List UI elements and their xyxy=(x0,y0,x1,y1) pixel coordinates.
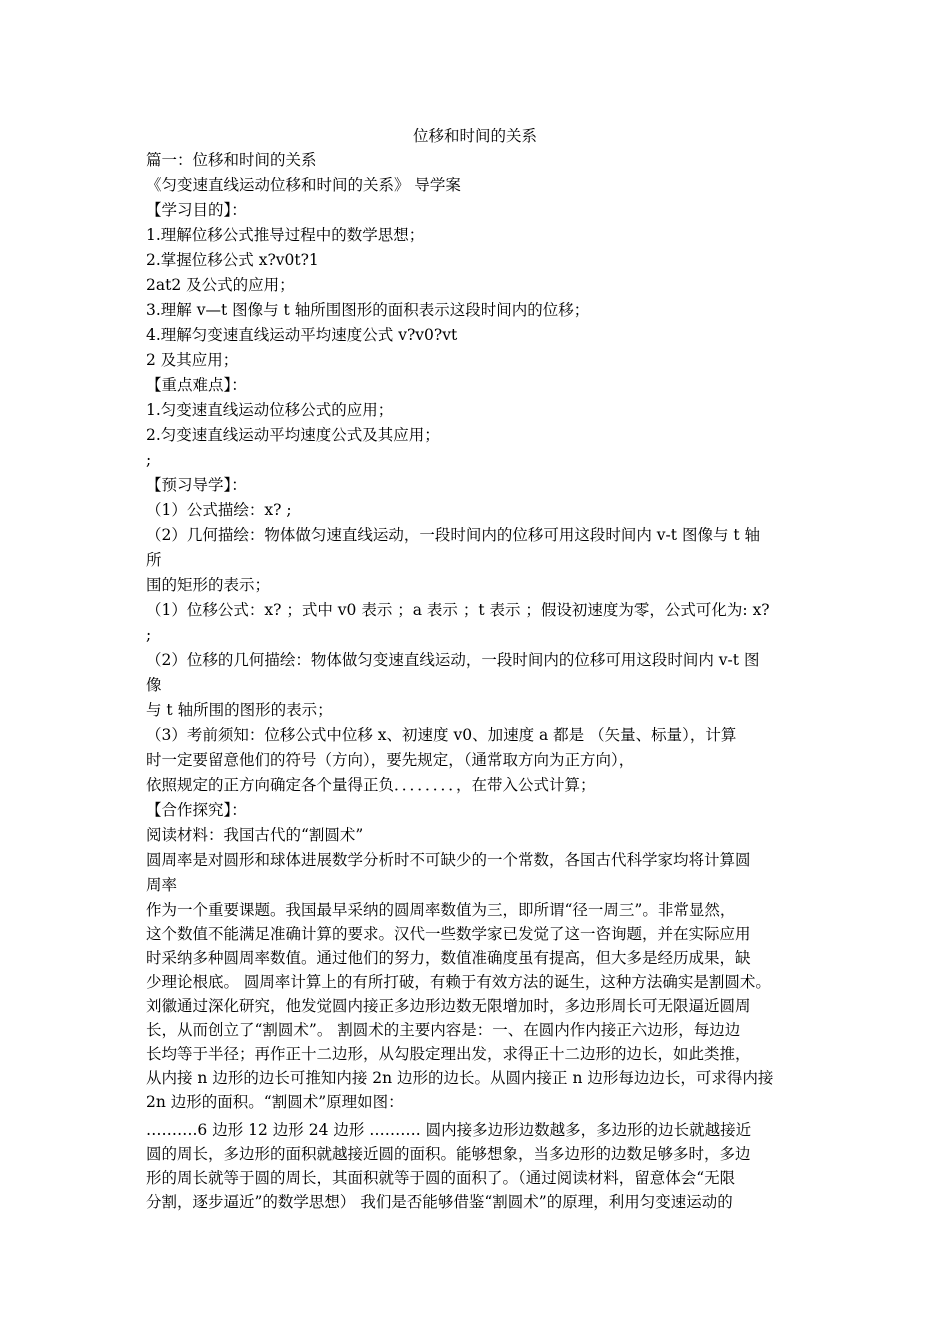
text-line: （2）位移的几何描绘：物体做匀变速直线运动，一段时间内的位移可用这段时间内 v-t 图 xyxy=(146,651,760,669)
text-line: （2）几何描绘：物体做匀速直线运动，一段时间内的位移可用这段时间内 v-t 图像与 t 轴 xyxy=(146,526,761,544)
text-line: 围的矩形的表示； xyxy=(146,576,271,594)
text-line: 圆的周长，多边形的面积就越接近圆的面积。能够想象，当多边形的边数足够多时，多边 xyxy=(146,1145,751,1163)
text-line: （1）公式描绘：x? ; xyxy=(146,501,292,519)
text-line: 所 xyxy=(146,551,162,569)
text-line: 少理论根底。 圆周率计算上的有所打破，有赖于有效方法的诞生，这种方法确实是割圆术。 xyxy=(146,973,771,991)
text-line: ; xyxy=(146,626,152,644)
text-line: 2.匀变速直线运动平均速度公式及其应用； xyxy=(146,426,440,444)
text-line: ……….6 边形 12 边形 24 边形 ………. 圆内接多边形边数越多，多边形的边长就越接近 xyxy=(146,1121,752,1139)
text-line: 这个数值不能满足准确计算的要求。汉代一些数学家已发觉了这一咨询题，并在实际应用 xyxy=(146,925,751,943)
text-line: 分割，逐步逼近”的数学思想） 我们是否能够借鉴“割圆术”的原理，利用匀变速运动的 xyxy=(146,1193,733,1211)
text-line: 形的周长就等于圆的周长，其面积就等于圆的面积了。（通过阅读材料，留意体会“无限 xyxy=(146,1169,736,1187)
text-line: 【预习导学】： xyxy=(146,476,247,494)
text-line: 周率 xyxy=(146,876,178,894)
text-line: 从内接 n 边形的边长可推知内接 2n 边形的边长。从圆内接正 n 边形每边边长，可求得内接 xyxy=(146,1069,774,1087)
text-line: 2.掌握位移公式 x?v0t?1 xyxy=(146,251,319,269)
text-line: 时一定要留意他们的符号（方向），要先规定，（通常取方向为正方向）， xyxy=(146,751,635,769)
text-line: 4.理解匀变速直线运动平均速度公式 v?v0?vt xyxy=(146,326,458,344)
text-line: 依照规定的正方向确定各个量得正负．．．．．．．．，在带入公式计算； xyxy=(146,776,596,794)
text-line: 【合作探究】： xyxy=(146,801,247,819)
document-title: 位移和时间的关系 xyxy=(412,127,537,145)
text-line: 《匀变速直线运动位移和时间的关系》 导学案 xyxy=(146,176,461,194)
text-line: 3.理解 v—t 图像与 t 轴所围图形的面积表示这段时间内的位移； xyxy=(146,301,590,319)
text-line: 时采纳多种圆周率数值。通过他们的努力，数值准确度虽有提高，但大多是经历成果，缺 xyxy=(146,949,751,967)
text-line: （1）位移公式：x? ；式中 v0 表示 ；a 表示 ；t 表示 ；假设初速度为零，公式可化为: x? xyxy=(146,601,770,619)
text-line: 2at2 及公式的应用； xyxy=(146,276,295,294)
text-line: ; xyxy=(146,451,152,469)
text-line: 像 xyxy=(146,676,162,694)
text-line: 【重点难点】： xyxy=(146,376,247,394)
text-line: 1.理解位移公式推导过程中的数学思想； xyxy=(146,226,425,244)
text-line: 2n 边形的面积。“割圆术”原理如图： xyxy=(146,1093,404,1111)
text-line: 阅读材料：我国古代的“割圆术” xyxy=(146,826,364,844)
text-line: 2 及其应用； xyxy=(146,351,239,369)
text-line: 篇一：位移和时间的关系 xyxy=(146,151,317,169)
text-line: 长，从而创立了“割圆术”。 割圆术的主要内容是：一、在圆内作内接正六边形，每边边 xyxy=(146,1021,741,1039)
text-line: 作为一个重要课题。我国最早采纳的圆周率数值为三，即所谓“径一周三”。非常显然， xyxy=(146,901,736,919)
text-line: 刘徽通过深化研究，他发觉圆内接正多边形边数无限增加时，多边形周长可无限逼近圆周 xyxy=(146,997,751,1015)
text-line: 【学习目的】： xyxy=(146,201,247,219)
text-line: 圆周率是对圆形和球体进展数学分析时不可缺少的一个常数，各国古代科学家均将计算圆 xyxy=(146,851,751,869)
text-line: 1.匀变速直线运动位移公式的应用； xyxy=(146,401,394,419)
text-line: （3）考前须知：位移公式中位移 x、初速度 v0、加速度 a 都是 （矢量、标量），计算 xyxy=(146,726,737,744)
text-line: 与 t 轴所围的图形的表示； xyxy=(146,701,333,719)
text-line: 长均等于半径；再作正十二边形，从勾股定理出发，求得正十二边形的边长，如此类推， xyxy=(146,1045,751,1063)
